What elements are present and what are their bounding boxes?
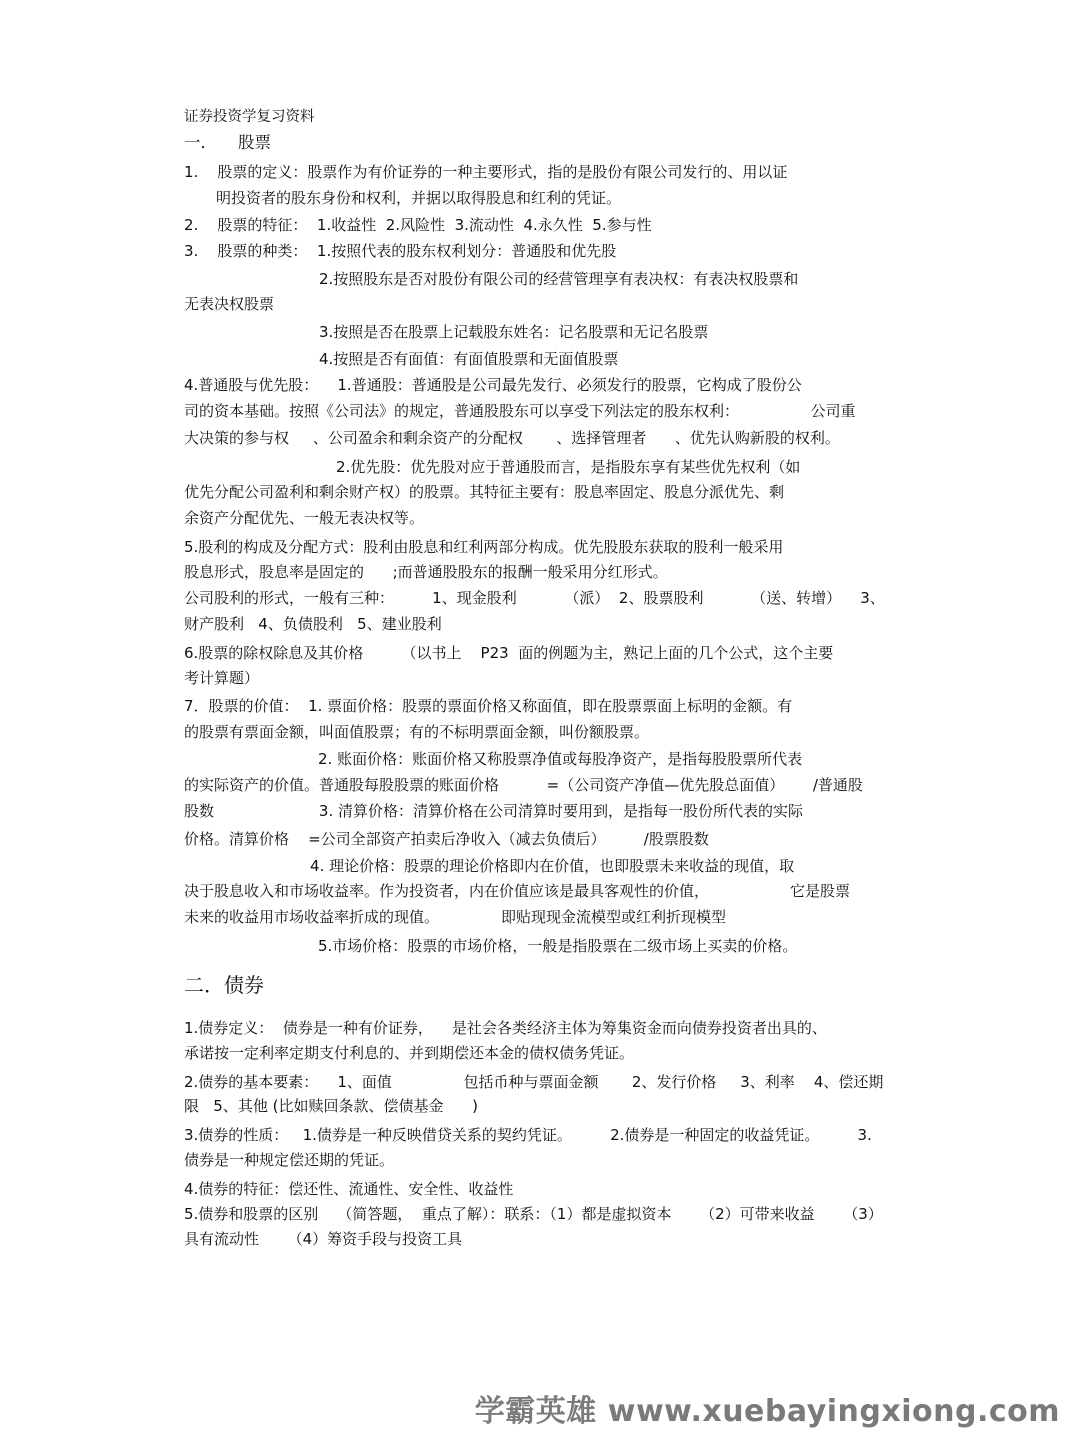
paragraph-line: 公司股利的形式，一般有三种： 1、现金股利 （派） 2、股票股利 （送、转增） 3、 <box>184 589 885 607</box>
watermark-text: 学霸英雄 www.xuebayingxiong.com <box>474 1394 1060 1429</box>
paragraph-line: 4.债券的特征：偿还性、流通性、安全性、收益性 <box>184 1180 514 1198</box>
paragraph-line: 明投资者的股东身份和权利，并据以取得股息和红利的凭证。 <box>216 189 622 207</box>
paragraph-line: 价格。清算价格 =公司全部资产拍卖后净收入（减去负债后） /股票股数 <box>184 830 709 848</box>
paragraph-line: 3.债券的性质： 1.债券是一种反映借贷关系的契约凭证。 2.债券是一种固定的收益凭证。 3. <box>184 1126 872 1144</box>
paragraph-line: 限 5、其他 (比如赎回条款、偿债基金 ) <box>184 1097 478 1115</box>
paragraph-line: 司的资本基础。按照《公司法》的规定，普通股股东可以享受下列法定的股东权利： 公司重 <box>184 402 856 420</box>
paragraph-line: 股息形式，股息率是固定的 ;而普通股股东的报酬一般采用分红形式。 <box>184 563 668 581</box>
paragraph-line: 5.股利的构成及分配方式：股利由股息和红利两部分构成。优先股股东获取的股利一般采用 <box>184 538 784 556</box>
paragraph-line: 5.市场价格：股票的市场价格，一般是指股票在二级市场上买卖的价格。 <box>318 937 798 955</box>
paragraph-line: 4.按照是否有面值：有面值股票和无面值股票 <box>319 350 619 368</box>
paragraph-line: 7．股票的价值： 1. 票面价格：股票的票面价格又称面值，即在股票票面上标明的金额。有 <box>184 697 793 715</box>
document-title: 证券投资学复习资料 <box>184 109 315 125</box>
paragraph-line: 的实际资产的价值。普通股每股股票的账面价格 =（公司资产净值—优先股总面值） /普通股 <box>184 776 863 794</box>
paragraph-line: 具有流动性 （4）筹资手段与投资工具 <box>184 1230 463 1248</box>
paragraph-line: 2.按照股东是否对股份有限公司的经营管理享有表决权：有表决权股票和 <box>319 270 799 288</box>
paragraph-line: 4.普通股与优先股： 1.普通股：普通股是公司最先发行、必须发行的股票，它构成了股份公 <box>184 376 802 394</box>
paragraph-line: 承诺按一定利率定期支付利息的、并到期偿还本金的债权债务凭证。 <box>184 1044 635 1062</box>
paragraph-line: 6.股票的除权除息及其价格 （以书上 P23 面的例题为主，熟记上面的几个公式，这个主要 <box>184 644 834 662</box>
section-heading-bonds: 二．债券 <box>184 973 264 997</box>
paragraph-line: 股数 3. 清算价格：清算价格在公司清算时要用到，是指每一股份所代表的实际 <box>184 802 803 820</box>
paragraph-line: 1. 股票的定义：股票作为有价证券的一种主要形式，指的是股份有限公司发行的、用以证 <box>184 163 788 181</box>
paragraph-line: 考计算题） <box>184 669 260 687</box>
paragraph-line: 2. 账面价格：账面价格又称股票净值或每股净资产，是指每股股票所代表 <box>318 750 803 768</box>
paragraph-line: 2.债券的基本要素： 1、面值 包括币种与票面金额 2、发行价格 3、利率 4、偿还期 <box>184 1073 884 1091</box>
paragraph-line: 财产股利 4、负债股利 5、建业股利 <box>184 615 442 633</box>
paragraph-line: 优先分配公司盈利和剩余财产权）的股票。其特征主要有：股息率固定、股息分派优先、剩 <box>184 483 785 501</box>
paragraph-line: 4. 理论价格：股票的理论价格即内在价值，也即股票未来收益的现值，取 <box>310 857 795 875</box>
paragraph-line: 的股票有票面金额，叫面值股票；有的不标明票面金额，叫份额股票。 <box>184 723 650 741</box>
paragraph-line: 3. 股票的种类： 1.按照代表的股东权利划分：普通股和优先股 <box>184 242 617 260</box>
paragraph-line: 决于股息收入和市场收益率。作为投资者，内在价值应该是最具客观性的价值， 它是股票 <box>184 882 851 900</box>
paragraph-line: 大决策的参与权 、公司盈余和剩余资产的分配权 、选择管理者 、优先认购新股的权利。 <box>184 429 840 447</box>
paragraph-line: 5.债券和股票的区别 （简答题， 重点了解）：联系：（1）都是虚拟资本 （2）可带来收益 （3） <box>184 1205 883 1223</box>
paragraph-line: 3.按照是否在股票上记载股东姓名：记名股票和无记名股票 <box>319 323 709 341</box>
section-heading-stocks: 一． 股票 <box>184 133 271 152</box>
paragraph-line: 债券是一种规定偿还期的凭证。 <box>184 1151 395 1169</box>
paragraph-line: 2. 股票的特征： 1.收益性 2.风险性 3.流动性 4.永久性 5.参与性 <box>184 216 652 234</box>
paragraph-line: 余资产分配优先、一般无表决权等。 <box>184 509 425 527</box>
paragraph-line: 未来的收益用市场收益率折成的现值。 即贴现现金流模型或红利折现模型 <box>184 908 726 926</box>
paragraph-line: 无表决权股票 <box>184 295 275 313</box>
paragraph-line: 2.优先股：优先股对应于普通股而言，是指股东享有某些优先权利（如 <box>336 458 801 476</box>
paragraph-line: 1.债券定义： 债券是一种有价证券， 是社会各类经济主体为筹集资金而向债券投资者出具的、 <box>184 1019 827 1037</box>
